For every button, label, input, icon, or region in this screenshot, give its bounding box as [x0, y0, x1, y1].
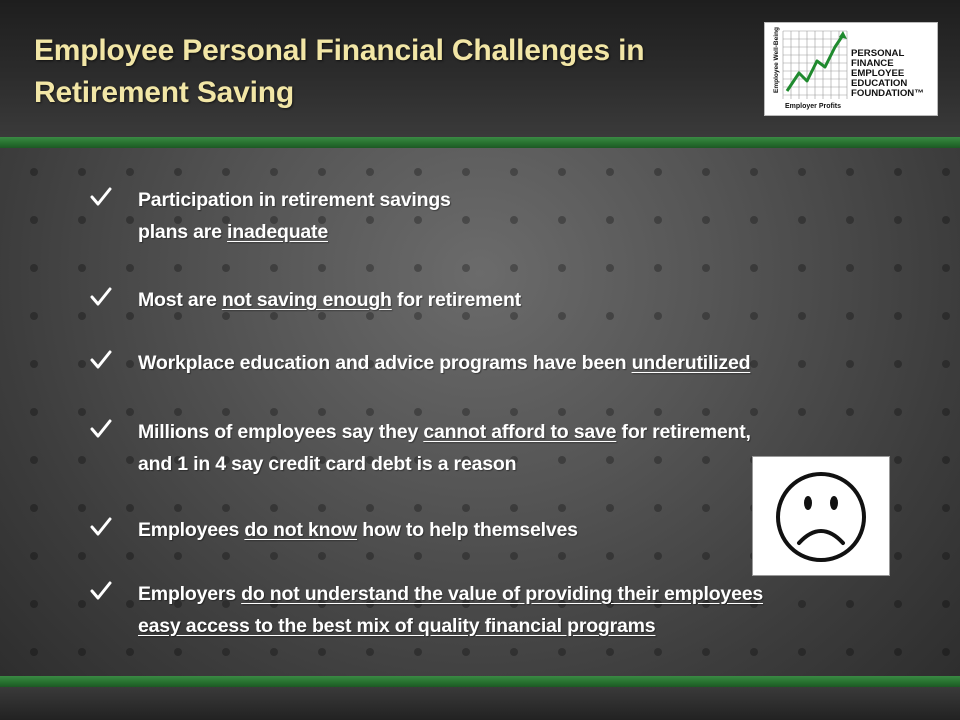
background-dot [510, 552, 518, 560]
background-dot [798, 216, 806, 224]
background-dot [654, 648, 662, 656]
background-dot [942, 648, 950, 656]
background-dot [510, 216, 518, 224]
background-dot [894, 360, 902, 368]
background-dot [894, 552, 902, 560]
text-run: Most are [138, 289, 222, 311]
background-dot [558, 216, 566, 224]
emphasis-text: cannot afford to save [423, 421, 617, 443]
background-dot [78, 648, 86, 656]
background-dot [174, 504, 182, 512]
rising-line-chart-icon [769, 27, 849, 111]
background-dot [558, 552, 566, 560]
background-dot [126, 216, 134, 224]
background-dot [702, 552, 710, 560]
background-dot [798, 264, 806, 272]
background-dot [510, 504, 518, 512]
title-line-1: Employee Personal Financial Challenges in [34, 34, 645, 67]
background-dot [702, 168, 710, 176]
background-dot [174, 408, 182, 416]
checkmark-icon [90, 287, 112, 307]
background-dot [606, 648, 614, 656]
background-dot [414, 504, 422, 512]
emphasis-text: underutilized [631, 352, 751, 374]
bullet-text [138, 416, 751, 480]
background-dot [462, 168, 470, 176]
background-dot [654, 504, 662, 512]
background-dot [366, 408, 374, 416]
background-dot [318, 408, 326, 416]
background-dot [510, 264, 518, 272]
background-dot [846, 168, 854, 176]
background-dot [606, 216, 614, 224]
background-dot [798, 408, 806, 416]
background-dot [30, 504, 38, 512]
footer-band [0, 687, 960, 720]
background-dot [78, 408, 86, 416]
background-dot [942, 552, 950, 560]
background-dot [462, 264, 470, 272]
background-dot [270, 408, 278, 416]
background-dot [606, 168, 614, 176]
background-dot [606, 552, 614, 560]
logo-line: FOUNDATION™ [851, 88, 924, 99]
text-run: for retirement, [616, 421, 751, 443]
background-dot [126, 264, 134, 272]
background-dot [126, 504, 134, 512]
logo-line: PERSONAL [851, 48, 905, 59]
background-dot [78, 168, 86, 176]
background-dot [126, 408, 134, 416]
background-dot [510, 648, 518, 656]
background-dot [222, 408, 230, 416]
background-dot [462, 408, 470, 416]
slide-title [34, 30, 734, 114]
background-dot [174, 264, 182, 272]
background-dot [222, 504, 230, 512]
background-dot [654, 216, 662, 224]
background-dot [750, 264, 758, 272]
text-run: how to help themselves [357, 519, 578, 541]
background-dot [270, 552, 278, 560]
background-dot [174, 552, 182, 560]
background-dot [654, 552, 662, 560]
background-dot [606, 504, 614, 512]
background-dot [606, 408, 614, 416]
background-dot [510, 168, 518, 176]
background-dot [126, 168, 134, 176]
background-dot [558, 264, 566, 272]
background-dot [414, 264, 422, 272]
background-dot [126, 552, 134, 560]
background-dot [174, 648, 182, 656]
background-dot [654, 264, 662, 272]
background-dot [414, 168, 422, 176]
background-dot [78, 360, 86, 368]
background-dot [606, 264, 614, 272]
background-dot [30, 600, 38, 608]
background-dot [846, 648, 854, 656]
background-dot [126, 456, 134, 464]
bullet-text [138, 284, 521, 316]
background-dot [750, 648, 758, 656]
background-dot [462, 648, 470, 656]
background-dot [750, 360, 758, 368]
background-dot [558, 648, 566, 656]
background-dot [942, 408, 950, 416]
background-dot [894, 312, 902, 320]
logo-axis-left: Employee Well-Being [773, 27, 780, 93]
background-dot [30, 408, 38, 416]
background-dot [222, 552, 230, 560]
sad-face-icon [753, 457, 889, 575]
background-dot [846, 408, 854, 416]
background-dot [702, 216, 710, 224]
background-dot [78, 216, 86, 224]
text-run: and 1 in 4 say credit card debt is a reason [138, 453, 517, 475]
background-dot [222, 648, 230, 656]
foundation-logo [764, 22, 938, 116]
background-dot [942, 312, 950, 320]
emphasis-text: do not know [244, 519, 358, 541]
emphasis-text: easy access to the best mix of quality financial programs [138, 615, 656, 637]
background-dot [942, 360, 950, 368]
background-dot [942, 216, 950, 224]
bullet-text [138, 347, 750, 379]
background-dot [126, 600, 134, 608]
logo-line: EDUCATION [851, 78, 908, 89]
background-dot [702, 504, 710, 512]
text-run: Participation in retirement savings [138, 189, 451, 211]
background-dot [942, 504, 950, 512]
background-dot [270, 264, 278, 272]
background-dot [702, 408, 710, 416]
background-dot [894, 168, 902, 176]
background-dot [894, 648, 902, 656]
background-dot [798, 168, 806, 176]
background-dot [78, 600, 86, 608]
background-dot [270, 168, 278, 176]
background-dot [750, 216, 758, 224]
background-dot [558, 168, 566, 176]
background-dot [798, 600, 806, 608]
sad-face-image [752, 456, 890, 576]
bullet-text [138, 184, 451, 248]
background-dot [126, 360, 134, 368]
background-dot [798, 360, 806, 368]
background-dot [750, 408, 758, 416]
background-dot [894, 456, 902, 464]
background-dot [942, 600, 950, 608]
background-dot [510, 408, 518, 416]
background-dot [270, 504, 278, 512]
background-dot [30, 456, 38, 464]
checkmark-icon [90, 187, 112, 207]
background-dot [558, 504, 566, 512]
background-dot [894, 264, 902, 272]
background-dot [30, 312, 38, 320]
background-dot [654, 408, 662, 416]
emphasis-text: inadequate [227, 221, 328, 243]
background-dot [414, 408, 422, 416]
background-dot [846, 600, 854, 608]
text-run: Workplace education and advice programs have been [138, 352, 632, 374]
text-run: Employees [138, 519, 245, 541]
checkmark-icon [90, 350, 112, 370]
background-dot [798, 648, 806, 656]
background-dot [366, 504, 374, 512]
logo-line: FINANCE [851, 58, 894, 69]
text-run: for retirement [391, 289, 521, 311]
text-run: plans are [138, 221, 228, 243]
background-dot [558, 408, 566, 416]
background-dot [702, 648, 710, 656]
background-dot [318, 168, 326, 176]
background-dot [78, 552, 86, 560]
background-dot [30, 168, 38, 176]
background-dot [846, 264, 854, 272]
background-dot [558, 312, 566, 320]
bullet-text [138, 578, 763, 642]
title-line-2: Retirement Saving [34, 76, 295, 109]
background-dot [894, 504, 902, 512]
logo-wordmark [851, 49, 937, 99]
background-dot [30, 552, 38, 560]
background-dot [654, 168, 662, 176]
background-dot [846, 312, 854, 320]
background-dot [846, 216, 854, 224]
background-dot [846, 360, 854, 368]
background-dot [318, 648, 326, 656]
background-dot [894, 408, 902, 416]
background-dot [702, 312, 710, 320]
text-run: Employers [138, 583, 242, 605]
background-dot [174, 168, 182, 176]
background-dot [222, 168, 230, 176]
text-run: Millions of employees say they [138, 421, 424, 443]
background-dot [942, 168, 950, 176]
background-dot [30, 360, 38, 368]
background-dot [78, 264, 86, 272]
background-dot [462, 552, 470, 560]
background-dot [606, 312, 614, 320]
background-dot [366, 168, 374, 176]
checkmark-icon [90, 419, 112, 439]
background-dot [942, 456, 950, 464]
background-dot [894, 600, 902, 608]
bullet-text [138, 514, 578, 546]
checkmark-icon [90, 517, 112, 537]
background-dot [318, 504, 326, 512]
background-dot [318, 552, 326, 560]
background-dot [78, 312, 86, 320]
background-dot [894, 216, 902, 224]
checkmark-icon [90, 581, 112, 601]
background-dot [702, 264, 710, 272]
background-dot [318, 264, 326, 272]
background-dot [798, 312, 806, 320]
background-dot [78, 456, 86, 464]
background-dot [414, 648, 422, 656]
background-dot [126, 648, 134, 656]
background-dot [222, 264, 230, 272]
background-dot [366, 264, 374, 272]
background-dot [942, 264, 950, 272]
logo-line: EMPLOYEE [851, 68, 905, 79]
background-dot [654, 312, 662, 320]
background-dot [750, 168, 758, 176]
logo-axis-bottom: Employer Profits [785, 103, 842, 110]
emphasis-text: do not understand the value of providing their employees [241, 583, 764, 605]
background-dot [462, 504, 470, 512]
background-dot [462, 216, 470, 224]
emphasis-text: not saving enough [221, 289, 392, 311]
background-dot [366, 552, 374, 560]
background-dot [78, 504, 86, 512]
background-dot [414, 552, 422, 560]
background-dot [30, 648, 38, 656]
background-dot [30, 264, 38, 272]
background-dot [30, 216, 38, 224]
background-dot [270, 648, 278, 656]
background-dot [126, 312, 134, 320]
background-dot [750, 312, 758, 320]
background-dot [366, 648, 374, 656]
